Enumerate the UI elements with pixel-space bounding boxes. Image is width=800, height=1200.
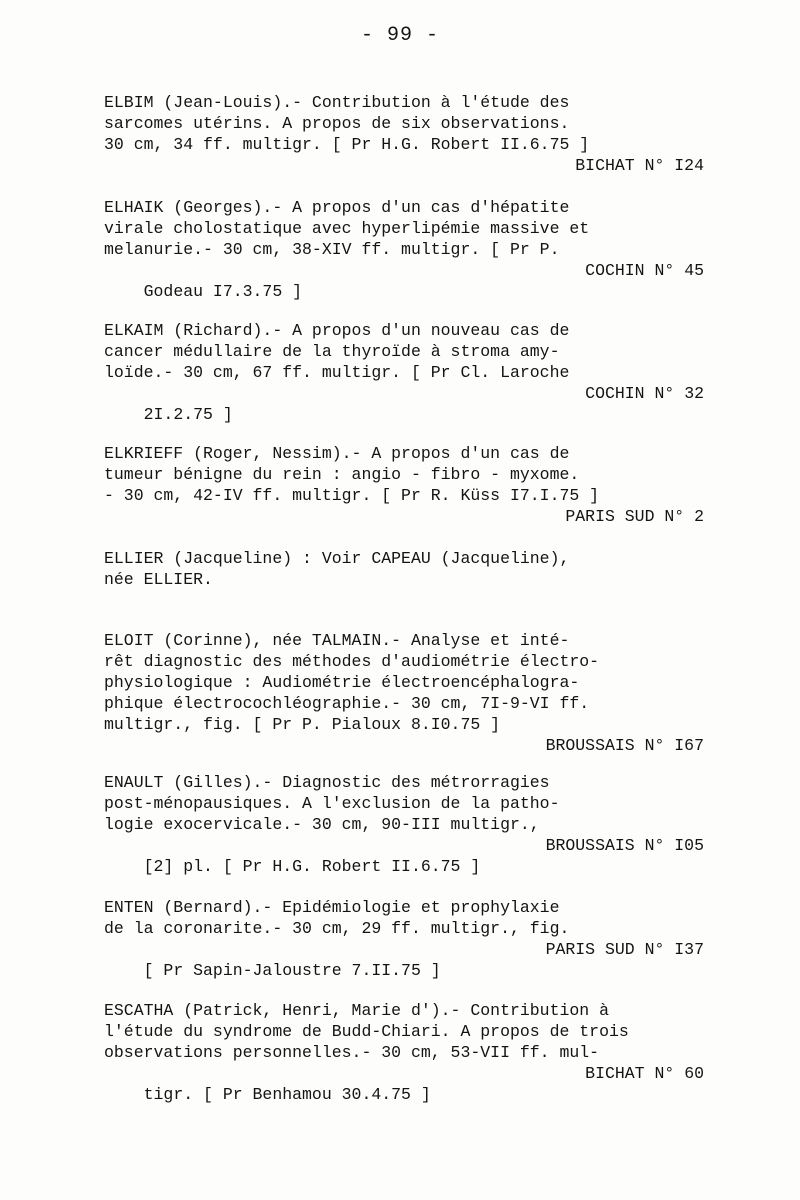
- entry-line: ELKRIEFF (Roger, Nessim).- A propos d'un cas de: [104, 444, 570, 463]
- entry-line: l'étude du syndrome de Budd-Chiari. A propos de trois: [104, 1022, 629, 1041]
- entry-last-line: [104, 1063, 704, 1104]
- entry-line: multigr., fig. [ Pr P. Pialoux 8.I0.75 ]: [104, 715, 501, 734]
- entry-line: née ELLIER.: [104, 570, 213, 589]
- entry-line: logie exocervicale.- 30 cm, 90-III multigr.,: [104, 815, 540, 834]
- entry-line: tigr. [ Pr Benhamou 30.4.75 ]: [143, 1085, 431, 1104]
- entry-line: physiologique : Audiométrie électroencéphalogra-: [104, 673, 580, 692]
- entry-line: de la coronarite.- 30 cm, 29 ff. multigr., fig.: [104, 919, 570, 938]
- bibliography-entry: [104, 197, 704, 301]
- call-number: BROUSSAIS N° I05: [545, 836, 704, 855]
- entry-last-line: [104, 835, 704, 876]
- entry-line: 2I.2.75 ]: [143, 405, 233, 424]
- entry-line: 30 cm, 34 ff. multigr. [ Pr H.G. Robert II.6.75 ]: [104, 135, 590, 154]
- bibliography-entry: [104, 320, 704, 424]
- call-number: COCHIN N° 32: [585, 384, 704, 403]
- entry-line: [ Pr Sapin-Jaloustre 7.II.75 ]: [143, 961, 441, 980]
- entry-line: ELLIER (Jacqueline) : Voir CAPEAU (Jacqueline),: [104, 549, 570, 568]
- bibliography-entry: [104, 772, 704, 876]
- page-number: - 99 -: [360, 24, 439, 47]
- entry-line: loïde.- 30 cm, 67 ff. multigr. [ Pr Cl. Laroche: [104, 363, 570, 382]
- entry-line: ESCATHA (Patrick, Henri, Marie d').- Contribution à: [104, 1001, 609, 1020]
- entry-line: Godeau I7.3.75 ]: [143, 282, 303, 301]
- call-number: BROUSSAIS N° I67: [545, 736, 704, 755]
- entry-line: rêt diagnostic des méthodes d'audiométrie électro-: [104, 652, 600, 671]
- call-number: PARIS SUD N° I37: [545, 940, 704, 959]
- entry-line: phique électrocochléographie.- 30 cm, 7I-9-VI ff.: [104, 694, 590, 713]
- entry-line: - 30 cm, 42-IV ff. multigr. [ Pr R. Küss I7.I.75 ]: [104, 486, 600, 505]
- bibliography-entry: [104, 548, 704, 590]
- entry-last-line: [104, 260, 704, 301]
- call-number: BICHAT N° I24: [575, 156, 704, 175]
- entry-line: [2] pl. [ Pr H.G. Robert II.6.75 ]: [143, 857, 481, 876]
- entry-line: post-ménopausiques. A l'exclusion de la patho-: [104, 794, 560, 813]
- entry-line: observations personnelles.- 30 cm, 53-VII ff. mul-: [104, 1043, 600, 1062]
- bibliography-entry: [104, 443, 704, 527]
- entry-last-line: [104, 383, 704, 424]
- call-number: BICHAT N° 60: [585, 1064, 704, 1083]
- entry-line: ELHAIK (Georges).- A propos d'un cas d'hépatite: [104, 198, 570, 217]
- bibliography-entry: [104, 630, 704, 756]
- call-number: PARIS SUD N° 2: [565, 507, 704, 526]
- bibliography-entry: [104, 1000, 704, 1104]
- entry-last-line: [104, 939, 704, 980]
- entry-line: virale cholostatique avec hyperlipémie massive et: [104, 219, 590, 238]
- entry-line: ENTEN (Bernard).- Epidémiologie et prophylaxie: [104, 898, 560, 917]
- entry-line: melanurie.- 30 cm, 38-XIV ff. multigr. [ Pr P.: [104, 240, 560, 259]
- entry-line: ELOIT (Corinne), née TALMAIN.- Analyse et inté-: [104, 631, 570, 650]
- call-number: COCHIN N° 45: [585, 261, 704, 280]
- entry-line: ELBIM (Jean-Louis).- Contribution à l'étude des: [104, 93, 570, 112]
- bibliography-entry: [104, 897, 704, 980]
- entry-line: tumeur bénigne du rein : angio - fibro - myxome.: [104, 465, 580, 484]
- entry-line: cancer médullaire de la thyroïde à stroma amy-: [104, 342, 560, 361]
- entry-line: sarcomes utérins. A propos de six observations.: [104, 114, 570, 133]
- entry-line: ENAULT (Gilles).- Diagnostic des métrorragies: [104, 773, 550, 792]
- bibliography-entry: [104, 92, 704, 176]
- entry-line: ELKAIM (Richard).- A propos d'un nouveau cas de: [104, 321, 570, 340]
